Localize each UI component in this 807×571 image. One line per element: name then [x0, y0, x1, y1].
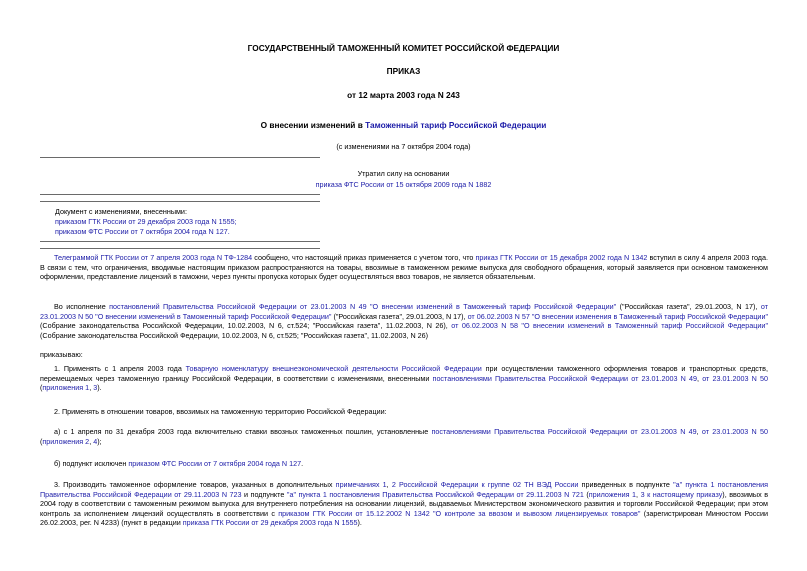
changes-link-2[interactable]: приказом ФТС России от 7 октября 2004 года N 127.	[55, 227, 230, 236]
p2a-appendix-4-link[interactable]: 4	[93, 436, 98, 446]
doc-subtitle: (с изменениями на 7 октября 2004 года)	[336, 142, 471, 151]
point-2a: а) с 1 апреля по 31 декабря 2003 года включительно ставки ввозных таможенных пошлин, установленные постановлениями Правительства Российской Федерации от 23.01.2003 N 49, от 23.01.2003 N 50 (приложения 2, 4);	[40, 427, 768, 446]
p1-link-49[interactable]: постановлениями Правительства Российской Федерации от 23.01.2003 N 49	[432, 373, 698, 383]
order-word: приказываю:	[40, 350, 83, 359]
changes-label: Документ с изменениями, внесенными:	[55, 207, 187, 216]
customs-tariff-link[interactable]: Таможенный тариф Российской Федерации	[365, 120, 547, 130]
p2a-appendix-2-link[interactable]: приложения 2	[42, 436, 90, 446]
divider-2	[40, 194, 320, 195]
intro-link-49[interactable]: постановлений Правительства Российской Федерации от 23.01.2003 N 49 "О внесении изменений в Таможенный тариф Российской Федерации"	[109, 302, 617, 311]
divider-5	[40, 248, 320, 249]
p3-appendix-1-link[interactable]: приложения 1	[588, 489, 637, 499]
p2a-link-50[interactable]: от 23.01.2003 N 50	[701, 427, 768, 436]
p3-appendix-3-link[interactable]: 3 к настоящему приказу	[640, 489, 723, 499]
doc-date-heading: от 12 марта 2003 года N 243	[347, 90, 460, 100]
notice-paragraph: Телеграммой ГТК России от 7 апреля 2003 года N ТФ-1284 сообщено, что настоящий приказ применяется с учетом того, что приказ ГТК России от 15 декабря 2002 года N 1342 вступил в силу 4 апреля 2003 года. В связи с тем, что ограничения, вводимые настоящим приказом распространяются на товары, ввозимые в таможенном режиме выпуска для свободного обращения, который заявляется при основном таможенном оформлении, представление лицензий в таможни, через пункты пропуска которых будет осуществляться ввоз товаров, не является обязательным.	[40, 253, 768, 282]
p2a-link-49[interactable]: постановлениями Правительства Российской Федерации от 23.01.2003 N 49	[431, 427, 697, 436]
divider-4	[40, 241, 320, 242]
intro-link-57[interactable]: от 06.02.2003 N 57 "О внесении изменения в Таможенный тариф Российской Федерации"	[467, 311, 769, 321]
p3-note-2-link[interactable]: 2 Российской Федерации к группе 02 ТН ВЭД России	[391, 480, 579, 489]
p3-note-1-link[interactable]: примечаниях 1	[335, 480, 387, 489]
divider-1	[40, 157, 320, 158]
intro-paragraph: Во исполнение постановлений Правительства Российской Федерации от 23.01.2003 N 49 "О внесении изменений в Таможенный тариф Российской Федерации" ("Российская газета", 29.01.2003, N 17), от 23.01.2003 N 50 "О внесении изменений в Таможенный тариф Российской Федерации" ("Российская газета", 29.01.2003, N 17), от 06.02.2003 N 57 "О внесении изменения в Таможенный тариф Российской Федерации" (Собрание законодательства Российской Федерации, 10.02.2003, N 6, ст.524; "Российская газета", 11.02.2003, N 26), от 06.02.2003 N 58 "О внесении изменений в Таможенный тариф Российской Федерации" (Собрание законодательства Российской Федерации, 10.02.2003, N 6, ст.525; "Российская газета", 11.02.2003, N 26)	[40, 302, 769, 340]
changes-link-1[interactable]: приказом ГТК России от 29 декабря 2003 года N 1555;	[55, 217, 237, 226]
p1-appendix-3-link[interactable]: 3	[93, 383, 98, 393]
p3-gov-723-link[interactable]: "а" пункта 1 постановления Правительства Российской Федерации от 29.11.2003 N 723	[40, 480, 769, 499]
point-2b: б) подпункт исключен приказом ФТС России от 7 октября 2004 года N 127.	[54, 459, 304, 468]
p2b-fts-link[interactable]: приказом ФТС России от 7 октября 2004 года N 127	[128, 459, 302, 468]
p1-appendix-1-link[interactable]: приложения 1	[42, 383, 90, 393]
doc-title	[0, 121, 807, 131]
tn-ved-link[interactable]: Товарную номенклатуру внешнеэкономической деятельности Российской Федерации	[185, 364, 482, 373]
committee-heading: ГОСУДАРСТВЕННЫЙ ТАМОЖЕННЫЙ КОМИТЕТ РОССИЙСКОЙ ФЕДЕРАЦИИ	[247, 43, 560, 53]
intro-link-58[interactable]: от 06.02.2003 N 58 "О внесении изменений в Таможенный тариф Российской Федерации"	[451, 321, 768, 331]
notice-telegram-link[interactable]: Телеграммой ГТК России от 7 апреля 2003 года N ТФ-1284	[54, 253, 253, 262]
p1-link-50[interactable]: от 23.01.2003 N 50	[702, 373, 768, 383]
doc-type-heading: ПРИКАЗ	[386, 66, 421, 76]
doc-title-prefix: О внесении изменений в	[260, 120, 366, 130]
status-text: Утратил силу на основании	[357, 169, 450, 178]
notice-order-link[interactable]: приказ ГТК России от 15 декабря 2002 года N 1342	[475, 253, 648, 262]
p3-gtk-1555-link[interactable]: приказа ГТК России от 29 декабря 2003 года N 1555	[182, 518, 358, 528]
p3-gtk-1342-link[interactable]: приказом ГТК России от 15.12.2002 N 1342 "О контроле за ввозом и вывозом лицензируемых товаров"	[278, 508, 641, 518]
status-link[interactable]: приказа ФТС России от 15 октября 2009 года N 1882	[315, 180, 492, 189]
intro-link-50[interactable]: от 23.01.2003 N 50 "О внесении изменений в Таможенный тариф Российской Федерации"	[40, 302, 768, 321]
divider-3	[40, 201, 320, 202]
point-2: 2. Применять в отношении товаров, ввозимых на таможенную территорию Российской Федерации:	[54, 407, 387, 416]
p3-gov-721-link[interactable]: "а" пункта 1 постановления Правительства Российской Федерации от 29.11.2003 N 721	[286, 489, 584, 499]
point-1: 1. Применять с 1 апреля 2003 года Товарную номенклатуру внешнеэкономической деятельности Российской Федерации при осуществлении таможенного оформления товаров и транспортных средств, перемещаемых через таможенную границу Российской Федерации, в соответствии с изменениями, внесенными постановлениями Правительства Российской Федерации от 23.01.2003 N 49, от 23.01.2003 N 50 (приложения 1, 3).	[40, 364, 768, 393]
point-3: 3. Производить таможенное оформление товаров, указанных в дополнительных примечаниях 1, 2 Российской Федерации к группе 02 ТН ВЭД России приведенных в подпункте "а" пункта 1 постановления Правительства Российской Федерации от 29.11.2003 N 723 и подпункте "а" пункта 1 постановления Правительства Российской Федерации от 29.11.2003 N 721 (приложения 1, 3 к настоящему приказу), ввозимых в 2004 году в соответствии с таможенным режимом выпуска для внутреннего потребления на основании лицензий, выдаваемых Министерством экономического развития и торговли Российской Федерации; при этом контроль за исполнением лицензий осуществлять в соответствии с приказом ГТК России от 15.12.2002 N 1342 "О контроле за ввозом и вывозом лицензируемых товаров" (зарегистрирован Минюстом России 26.02.2003, рег. N 4233) (пункт в редакции приказа ГТК России от 29 декабря 2003 года N 1555).	[40, 480, 769, 528]
